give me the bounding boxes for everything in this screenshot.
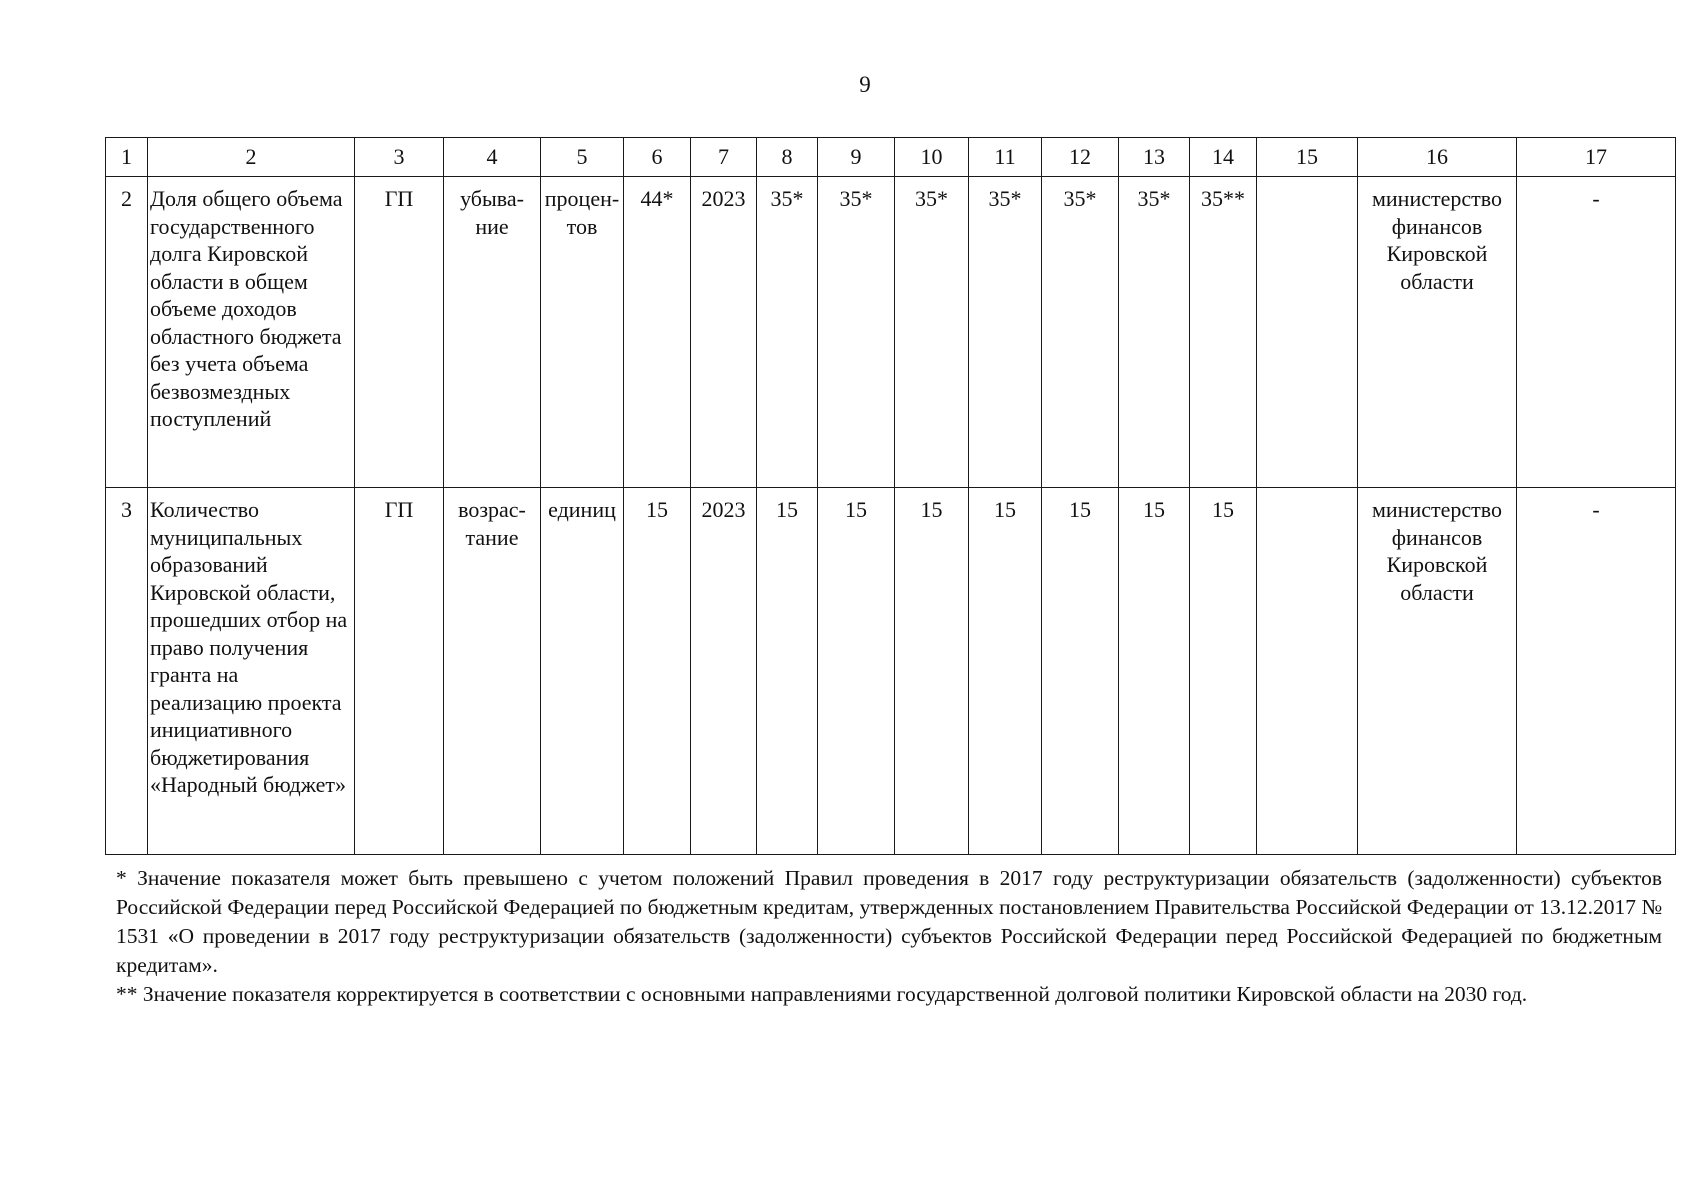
table-cell: 3	[106, 488, 148, 855]
table-cell: 15	[969, 488, 1042, 855]
page-number: 9	[859, 72, 871, 97]
table-cell: 15	[818, 488, 895, 855]
table-cell: 35*	[969, 177, 1042, 488]
table-cell: 15	[757, 488, 818, 855]
indicator-name-cell: Количество муниципальных образований Кировской области, прошедших отбор на право получения гранта на реализацию проекта инициативного бюджетирования «Народный бюджет»	[148, 488, 355, 855]
table-cell: возрас- тание	[444, 488, 541, 855]
table-cell: 15	[1042, 488, 1119, 855]
table-cell: ГП	[355, 488, 444, 855]
column-number-header: 12	[1042, 138, 1119, 177]
column-number-header: 15	[1257, 138, 1358, 177]
table-cell: -	[1517, 177, 1676, 488]
table-cell: убыва- ние	[444, 177, 541, 488]
table-cell: 15	[1119, 488, 1190, 855]
table-cell: ГП	[355, 177, 444, 488]
column-number-header: 13	[1119, 138, 1190, 177]
column-number-header: 14	[1190, 138, 1257, 177]
column-number-header: 6	[624, 138, 691, 177]
table-cell: 2023	[691, 177, 757, 488]
table-cell: министерство финансов Кировской области	[1358, 177, 1517, 488]
column-number-header: 5	[541, 138, 624, 177]
column-number-header: 7	[691, 138, 757, 177]
table-cell: 2	[106, 177, 148, 488]
column-number-header: 1	[106, 138, 148, 177]
column-number-header: 16	[1358, 138, 1517, 177]
table-cell: -	[1517, 488, 1676, 855]
column-number-header: 8	[757, 138, 818, 177]
table-cell: процен- тов	[541, 177, 624, 488]
table-cell	[1257, 488, 1358, 855]
column-number-header: 2	[148, 138, 355, 177]
table-cell: 35*	[1042, 177, 1119, 488]
footnote-2: ** Значение показателя корректируется в соответствии с основными направлениями государственной долговой политики Кировской области на 2030 год.	[116, 982, 1528, 1006]
table-row	[106, 177, 1676, 488]
table-cell: министерство финансов Кировской области	[1358, 488, 1517, 855]
table-cell: 15	[1190, 488, 1257, 855]
column-number-header: 17	[1517, 138, 1676, 177]
table-cell: 35*	[757, 177, 818, 488]
table-cell: 2023	[691, 488, 757, 855]
indicator-name-cell: Доля общего объема государственного долга Кировской области в общем объеме доходов областного бюджета без учета объема безвозмездных поступлений	[148, 177, 355, 488]
table-row	[106, 488, 1676, 855]
column-number-header: 11	[969, 138, 1042, 177]
column-number-header: 3	[355, 138, 444, 177]
table-cell: единиц	[541, 488, 624, 855]
footnote-1: * Значение показателя может быть превышено с учетом положений Правил проведения в 2017 году реструктуризации обязательств (задолженности) субъектов Российской Федерации перед Российской Федерацией по бюджетным кредитам, утвержденных постановлением Правительства Российской Федерации от 13.12.2017 № 1531 «О проведении в 2017 году реструктуризации обязательств (задолженности) субъектов Российской Федерации перед Российской Федерацией по бюджетным кредитам».	[116, 866, 1662, 977]
indicators-table	[105, 137, 1676, 855]
table-cell: 35**	[1190, 177, 1257, 488]
column-number-header: 10	[895, 138, 969, 177]
table-cell: 35*	[895, 177, 969, 488]
table-cell: 35*	[818, 177, 895, 488]
column-number-header: 4	[444, 138, 541, 177]
table-header-row	[106, 138, 1676, 177]
table-cell: 44*	[624, 177, 691, 488]
column-number-header: 9	[818, 138, 895, 177]
table-cell	[1257, 177, 1358, 488]
table-cell: 15	[895, 488, 969, 855]
table-cell: 35*	[1119, 177, 1190, 488]
table-cell: 15	[624, 488, 691, 855]
footnotes	[116, 864, 1662, 1009]
